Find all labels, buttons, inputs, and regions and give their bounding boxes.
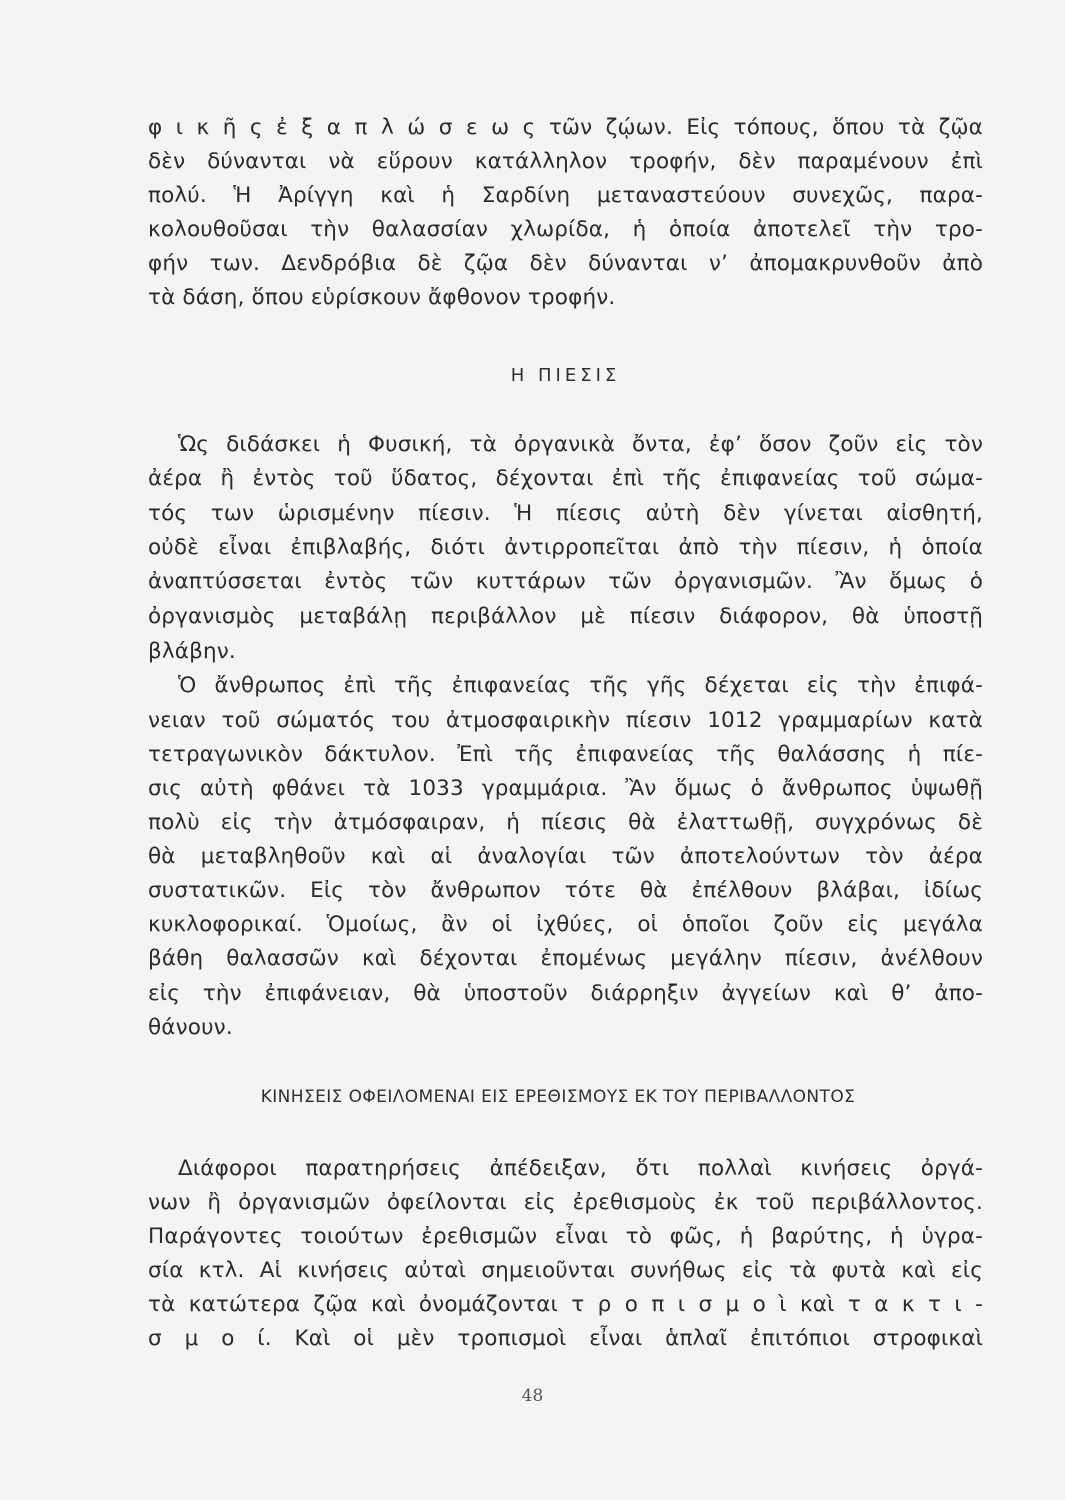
text-line: κολουθοῦσαι τὴν θαλασσίαν χλωρίδα, ἡ ὁποία ἀποτελεῖ τὴν τρο- <box>148 217 983 242</box>
text-line: ἀναπτύσσεται ἐντὸς τῶν κυττάρων τῶν ὀργανισμῶν. Ἂν ὅμως ὁ <box>148 569 983 594</box>
text-line: βάθη θαλασσῶν καὶ δέχονται ἐπομένως μεγάλην πίεσιν, ἀνέλθουν <box>148 946 983 971</box>
text-line: θάνουν. <box>148 1015 233 1040</box>
text-line: Ὁ ἄνθρωπος ἐπὶ τῆς ἐπιφανείας τῆς γῆς δέχεται εἰς τὴν ἐπιφά- <box>178 673 983 698</box>
text-line: σ μ ο ί. Καὶ οἱ μὲν τροπισμοὶ εἶναι ἁπλαῖ ἐπιτόπιοι στροφικαὶ <box>148 1326 983 1351</box>
text-line: τετραγωνικὸν δάκτυλον. Ἐπὶ τῆς ἐπιφανείας τῆς θαλάσσης ἡ πίε- <box>148 742 983 767</box>
text-line: συστατικῶν. Εἰς τὸν ἄνθρωπον τότε θὰ ἐπέλθουν βλάβαι, ἰδίως <box>148 878 983 903</box>
section-title: Η ΠΙΕΣΙΣ <box>510 365 621 386</box>
text-line: φ ι κ ῆ ς ἐ ξ α π λ ώ σ ε ω ς τῶν ζῴων. Εἰς τόπους, ὅπου τὰ ζῷα <box>148 115 983 140</box>
text-line: φήν των. Δενδρόβια δὲ ζῷα δὲν δύνανται ν’ ἀπομακρυνθοῦν ἀπὸ <box>148 251 983 276</box>
text-line: Διάφοροι παρατηρήσεις ἀπέδειξαν, ὅτι πολλαὶ κινήσεις ὀργά- <box>178 1156 983 1181</box>
text-line: ὀργανισμὸς μεταβάλῃ περιβάλλον μὲ πίεσιν διάφορον, θὰ ὑποστῇ <box>148 604 983 629</box>
text-line: ἀέρα ἢ ἐντὸς τοῦ ὕδατος, δέχονται ἐπὶ τῆς ἐπιφανείας τοῦ σώμα- <box>148 466 983 491</box>
text-line: Παράγοντες τοιούτων ἐρεθισμῶν εἶναι τὸ φῶς, ἡ βαρύτης, ἡ ὑγρα- <box>148 1224 983 1249</box>
text-line: Ὡς διδάσκει ἡ Φυσική, τὰ ὀργανικὰ ὄντα, ἐφ’ ὅσον ζοῦν εἰς τὸν <box>178 432 983 457</box>
page-number: 48 <box>521 1386 544 1406</box>
text-line: σία κτλ. Αἱ κινήσεις αὐταὶ σημειοῦνται συνήθως εἰς τὰ φυτὰ καὶ εἰς <box>148 1258 983 1283</box>
text-line: βλάβην. <box>148 639 236 664</box>
text-line: πολύ. Ἡ Ἀρίγγη καὶ ἡ Σαρδίνη μεταναστεύουν συνεχῶς, παρα- <box>148 183 983 208</box>
text-line: θὰ μεταβληθοῦν καὶ αἱ ἀναλογίαι τῶν ἀποτελούντων τὸν ἀέρα <box>148 844 983 869</box>
text-line: εἰς τὴν ἐπιφάνειαν, θὰ ὑποστοῦν διάρρηξιν ἀγγείων καὶ θ’ ἀπο- <box>148 981 983 1006</box>
text-line: δὲν δύνανται νὰ εὕρουν κατάλληλον τροφήν, δὲν παραμένουν ἐπὶ <box>148 149 983 174</box>
text-line: νειαν τοῦ σώματός του ἀτμοσφαιρικὴν πίεσιν 1012 γραμμαρίων κατὰ <box>148 708 983 733</box>
text-line: σις αὐτὴ φθάνει τὰ 1033 γραμμάρια. Ἂν ὅμως ὁ ἄνθρωπος ὑψωθῇ <box>148 776 983 801</box>
text-line: τὰ κατώτερα ζῷα καὶ ὀνομάζονται τ ρ ο π ι σ μ ο ὶ καὶ τ α κ τ ι - <box>148 1292 983 1317</box>
section-title: ΚΙΝΗΣΕΙΣ ΟΦΕΙΛΟΜΕΝΑΙ ΕΙΣ ΕΡΕΘΙΣΜΟΥΣ ΕΚ ΤΟΥ ΠΕΡΙΒΑΛΛΟΝΤΟΣ <box>260 1087 856 1107</box>
text-line: κυκλοφορικαί. Ὁμοίως, ἂν οἱ ἰχθύες, οἱ ὁποῖοι ζοῦν εἰς μεγάλα <box>148 912 983 937</box>
text-line: τός των ὡρισμένην πίεσιν. Ἡ πίεσις αὐτὴ δὲν γίνεται αἰσθητή, <box>148 501 983 526</box>
text-line: οὐδὲ εἶναι ἐπιβλαβής, διότι ἀντιρροπεῖται ἀπὸ τὴν πίεσιν, ἡ ὁποία <box>148 535 983 560</box>
text-line: νων ἢ ὀργανισμῶν ὀφείλονται εἰς ἐρεθισμοὺς ἐκ τοῦ περιβάλλοντος. <box>148 1190 983 1215</box>
text-line: τὰ δάση, ὅπου εὑρίσκουν ἄφθονον τροφήν. <box>148 285 616 310</box>
text-line: πολὺ εἰς τὴν ἀτμόσφαιραν, ἡ πίεσις θὰ ἐλαττωθῇ, συγχρόνως δὲ <box>148 810 983 835</box>
